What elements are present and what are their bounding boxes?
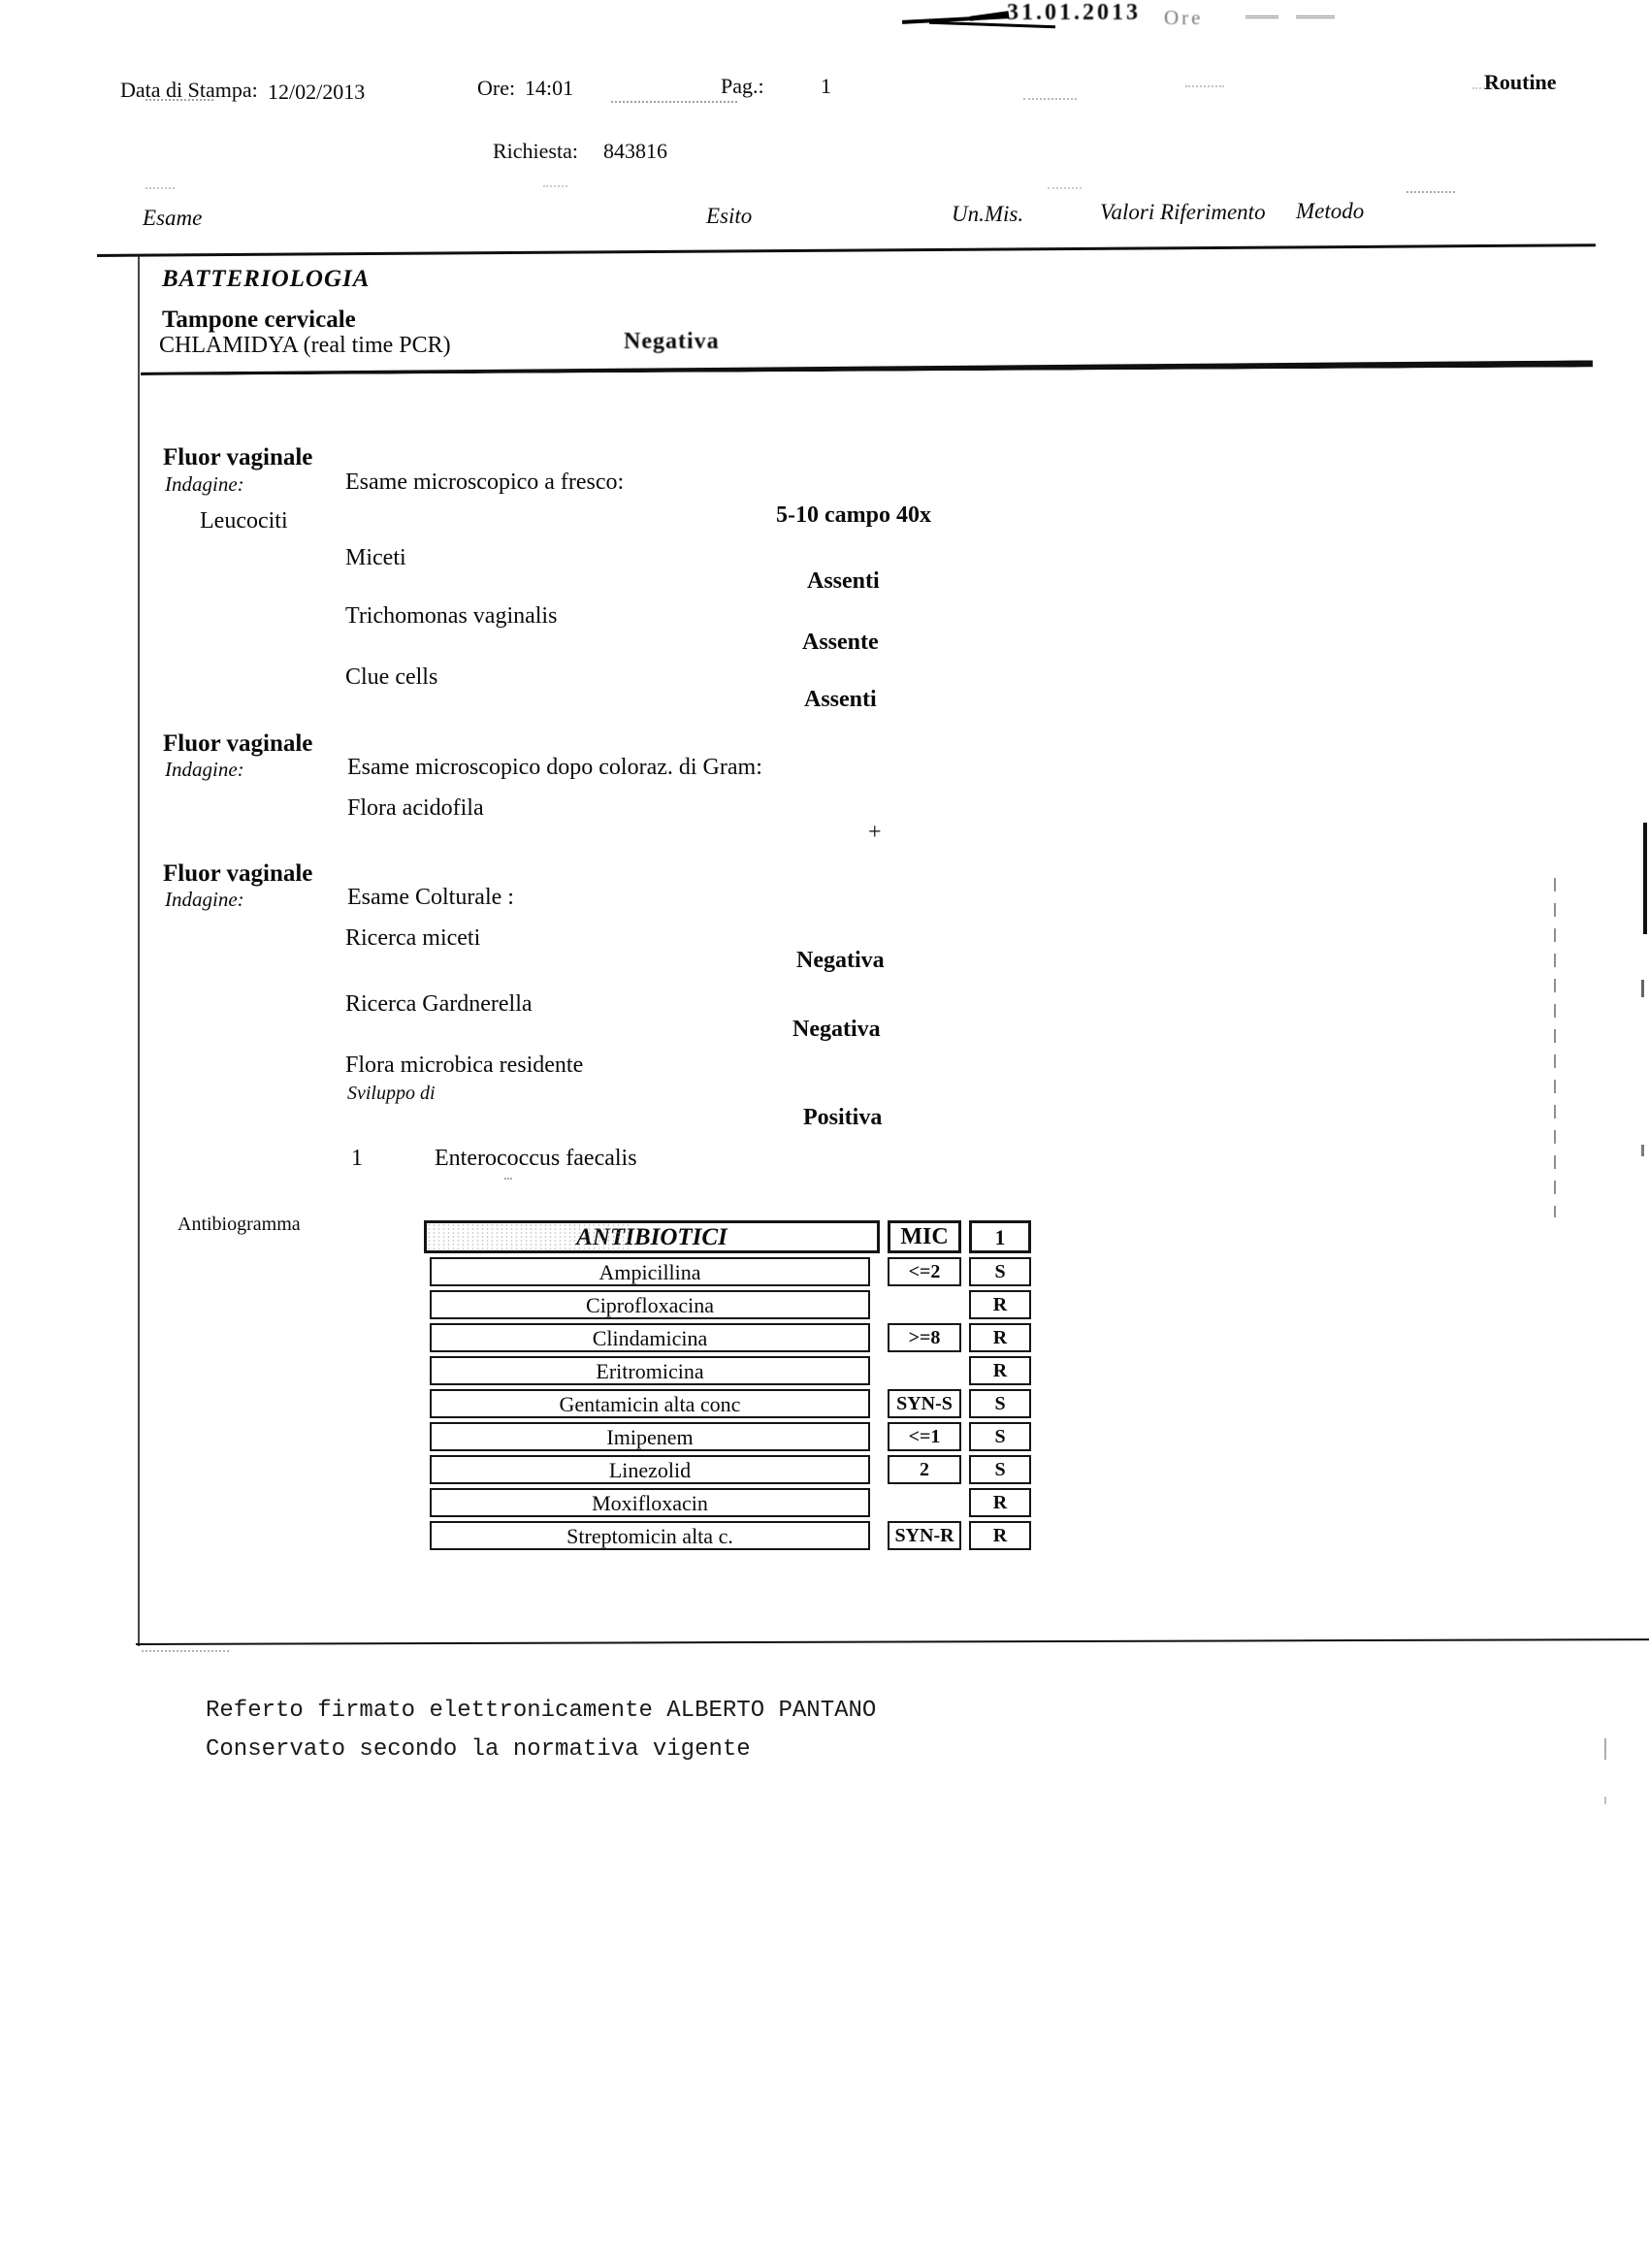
scan-artifact [504, 1178, 512, 1180]
scan-dashed-line [1554, 878, 1556, 1217]
scan-artifact [142, 1650, 229, 1652]
print-date-value: 12/02/2013 [268, 80, 366, 104]
antibiotic-name: Eritromicina [430, 1356, 870, 1385]
antibiotic-name: Moxifloxacin [430, 1488, 870, 1517]
result-chlamidya: Negativa [624, 329, 720, 354]
mic-column-header: MIC [888, 1220, 961, 1253]
request-number-value: 843816 [603, 139, 667, 163]
susceptibility-value: S [969, 1455, 1031, 1484]
column-header-esito: Esito [706, 204, 753, 228]
mic-value: 2 [888, 1455, 961, 1484]
mic-value: SYN-R [888, 1521, 961, 1550]
routine-flag: Routine [1484, 70, 1557, 94]
retention-line: Conservato secondo la normativa vigente [206, 1736, 751, 1763]
indagine-value-3: Esame Colturale : [347, 885, 514, 910]
scan-edge-mark [1641, 980, 1644, 997]
susceptibility-value: R [969, 1356, 1031, 1385]
sviluppo-di-label: Sviluppo di [347, 1083, 436, 1104]
section-title-fluor-3: Fluor vaginale [163, 860, 313, 887]
isolate-number: 1 [351, 1146, 363, 1171]
antibiogram-row [424, 1488, 1031, 1517]
susceptibility-value: S [969, 1422, 1031, 1451]
antibiotic-name: Streptomicin alta c. [430, 1521, 870, 1550]
indagine-value-2: Esame microscopico dopo coloraz. di Gram: [347, 755, 762, 780]
section-title-batteriologia: BATTERIOLOGIA [162, 266, 371, 292]
fax-date: 31.01.2013 [1007, 0, 1141, 25]
result-miceti: Assenti [807, 568, 880, 594]
antibiotic-name: Linezolid [430, 1455, 870, 1484]
antibiogram-row [424, 1290, 1031, 1319]
result-leucociti: 5-10 campo 40x [776, 502, 931, 528]
antibiotic-name: Clindamicina [430, 1323, 870, 1352]
antibiogram-row [424, 1323, 1031, 1352]
print-time-label: Ore: [477, 76, 516, 100]
section-separator-rule [141, 360, 1593, 375]
signature-line: Referto firmato elettronicamente ALBERTO PANTANO [206, 1698, 877, 1724]
mic-value: >=8 [888, 1323, 961, 1352]
scan-artifact [1023, 98, 1077, 100]
scan-edge-bar [1643, 823, 1647, 934]
susceptibility-value: R [969, 1323, 1031, 1352]
page-number-label: Pag.: [721, 74, 764, 98]
scan-artifact [146, 99, 213, 101]
column-header-valori-riferimento: Valori Riferimento [1100, 200, 1266, 224]
analyte-trichomonas: Trichomonas vaginalis [345, 603, 558, 629]
indagine-label-3: Indagine: [165, 888, 244, 911]
antibiogram-row [424, 1389, 1031, 1418]
column-header-metodo: Metodo [1296, 199, 1365, 223]
indagine-label-1: Indagine: [165, 472, 244, 496]
isolate-name: Enterococcus faecalis [435, 1146, 637, 1171]
antibiogram-table [424, 1220, 1031, 1550]
column-header-unmis: Un.Mis. [952, 202, 1024, 226]
antibiotic-name: Ampicillina [430, 1257, 870, 1286]
fax-ore-label: Ore [1164, 6, 1204, 29]
result-clue-cells: Assenti [804, 687, 877, 712]
scan-artifact [1048, 187, 1082, 189]
antibiogram-row [424, 1356, 1031, 1385]
section-title-fluor-1: Fluor vaginale [163, 444, 313, 470]
analyte-flora-microbica: Flora microbica residente [345, 1053, 584, 1078]
susceptibility-value: S [969, 1257, 1031, 1286]
result-ricerca-gardnerella: Negativa [792, 1017, 881, 1042]
mic-value: <=1 [888, 1422, 961, 1451]
antibiogram-row [424, 1257, 1031, 1286]
antibiogram-row [424, 1521, 1031, 1550]
isolate-column-header: 1 [969, 1220, 1031, 1253]
susceptibility-value: R [969, 1488, 1031, 1517]
antibiogramma-label: Antibiogramma [178, 1214, 301, 1235]
antibiogram-row [424, 1422, 1031, 1451]
antibiotic-name: Imipenem [430, 1422, 870, 1451]
mic-value: SYN-S [888, 1389, 961, 1418]
scan-speckle [427, 1223, 630, 1250]
scan-artifact [543, 185, 567, 187]
print-time-value: 14:01 [525, 76, 574, 100]
mic-value: <=2 [888, 1257, 961, 1286]
antibiotic-name: Gentamicin alta conc [430, 1389, 870, 1418]
analyte-miceti: Miceti [345, 545, 406, 570]
scan-artifact [146, 187, 175, 189]
susceptibility-value: R [969, 1290, 1031, 1319]
analyte-ricerca-miceti: Ricerca miceti [345, 925, 481, 951]
result-sviluppo: Positiva [803, 1105, 883, 1130]
sample-title-tampone: Tampone cervicale [162, 307, 356, 333]
top-rule [97, 243, 1596, 256]
scan-edge-mark [1641, 1145, 1644, 1156]
left-frame-line [138, 255, 140, 1646]
susceptibility-value: S [969, 1389, 1031, 1418]
analyte-flora-acidofila: Flora acidofila [347, 795, 484, 821]
scan-artifact [1406, 191, 1455, 193]
antibiotic-name: Ciprofloxacina [430, 1290, 870, 1319]
request-number-label: Richiesta: [493, 139, 578, 163]
antibiotici-header-label: ANTIBIOTICI [576, 1224, 728, 1250]
scan-artifact [611, 101, 737, 103]
result-ricerca-miceti: Negativa [796, 948, 885, 973]
indagine-label-2: Indagine: [165, 758, 244, 781]
result-trichomonas: Assente [802, 630, 879, 655]
susceptibility-value: R [969, 1521, 1031, 1550]
bottom-frame-rule [136, 1638, 1649, 1645]
scan-artifact [1185, 85, 1224, 87]
section-title-fluor-2: Fluor vaginale [163, 730, 313, 757]
antibiogram-row [424, 1455, 1031, 1484]
result-flora-acidofila: + [868, 820, 882, 845]
scan-edge-mark [1604, 1797, 1606, 1804]
analyte-ricerca-gardnerella: Ricerca Gardnerella [345, 991, 533, 1017]
analyte-leucociti: Leucociti [200, 508, 288, 534]
antibiogram-header-row [424, 1220, 1031, 1253]
scan-artifact [1472, 87, 1516, 89]
test-name-chlamidya: CHLAMIDYA (real time PCR) [159, 333, 451, 358]
column-header-esame: Esame [143, 206, 203, 230]
page-number-value: 1 [821, 74, 831, 98]
fax-time-artifact2 [1296, 16, 1335, 18]
print-date-label: Data di Stampa: [120, 78, 258, 102]
fax-time-artifact [1245, 16, 1278, 18]
indagine-value-1: Esame microscopico a fresco: [345, 470, 625, 495]
scan-edge-mark [1604, 1738, 1606, 1760]
antibiotici-column-header [424, 1220, 880, 1253]
analyte-clue-cells: Clue cells [345, 664, 438, 690]
